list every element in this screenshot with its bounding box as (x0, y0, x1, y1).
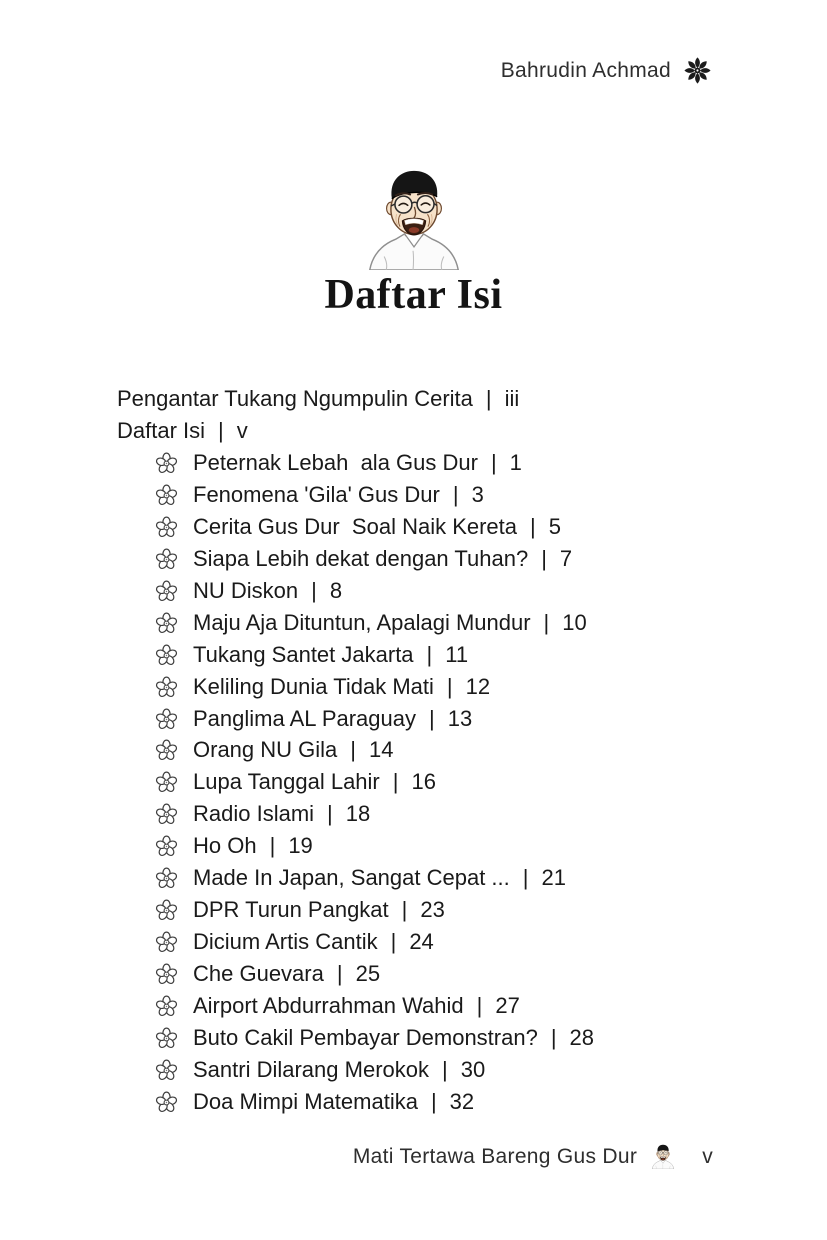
toc-separator: | (543, 609, 550, 635)
toc-entry-label: Cerita Gus Dur Soal Naik Kereta (193, 513, 518, 539)
running-header (501, 55, 713, 86)
toc-entry-page: 7 (559, 545, 573, 571)
toc-entry-label: DPR Turun Pangkat (193, 897, 389, 923)
table-of-contents (117, 383, 777, 1118)
toc-separator: | (441, 1057, 448, 1083)
toc-entry-page: 1 (509, 449, 522, 475)
toc-entry-page: 3 (471, 481, 484, 507)
toc-entry-page: 23 (420, 897, 445, 923)
toc-entry-label: Lupa Tanggal Lahir (193, 769, 380, 795)
toc-entry-page: 10 (562, 609, 587, 635)
flower-bullet-icon (155, 771, 178, 794)
toc-entry-page: 16 (411, 769, 436, 795)
toc-separator: | (485, 386, 492, 411)
toc-separator: | (530, 513, 536, 539)
toc-separator: | (350, 737, 356, 763)
toc-entry-label: Made In Japan, Sangat Cepat ... (193, 865, 510, 891)
toc-separator: | (430, 1088, 437, 1114)
flower-bullet-icon (155, 931, 178, 954)
eight-petal-rosette-icon (682, 55, 713, 86)
toc-entry-label: Doa Mimpi Matematika (193, 1088, 418, 1114)
toc-entry (117, 958, 777, 990)
toc-separator: | (401, 897, 408, 923)
toc-separator: | (426, 641, 433, 667)
toc-entry (117, 447, 777, 479)
toc-entry (117, 543, 777, 575)
flower-bullet-icon (155, 612, 178, 635)
toc-entry-label: Pengantar Tukang Ngumpulin Cerita (117, 386, 473, 411)
toc-entry (117, 1054, 777, 1086)
toc-entry-page: 18 (345, 801, 371, 827)
flower-bullet-icon (155, 867, 178, 890)
toc-entry (117, 607, 777, 639)
running-footer (353, 1144, 713, 1169)
toc-entry (117, 511, 777, 543)
author-name: Bahrudin Achmad (500, 58, 671, 82)
flower-bullet-icon (155, 899, 178, 922)
toc-entry-label: Maju Aja Dituntun, Apalagi Mundur (193, 609, 531, 635)
toc-entry-label: Airport Abdurrahman Wahid (193, 993, 464, 1019)
toc-entry-label: Panglima AL Paraguay (193, 705, 416, 731)
toc-entry-label: Dicium Artis Cantik (193, 929, 378, 955)
flower-bullet-icon (155, 644, 178, 667)
toc-separator: | (269, 833, 276, 859)
toc-separator: | (336, 961, 343, 987)
toc-entry-page: v (236, 417, 248, 443)
toc-entry-label: Ho Oh (193, 833, 257, 859)
toc-entry-page: 21 (541, 865, 566, 891)
toc-entry (117, 830, 777, 862)
flower-bullet-icon (155, 580, 178, 603)
toc-entry-label: Keliling Dunia Tidak Mati (193, 673, 434, 699)
toc-front-entry (117, 383, 777, 415)
toc-entry-label: Peternak Lebah ala Gus Dur (193, 449, 478, 475)
flower-bullet-icon (155, 708, 178, 731)
toc-entry (117, 894, 777, 926)
toc-entry-page: 32 (449, 1088, 475, 1114)
toc-entry-page: 11 (445, 641, 469, 667)
toc-entry (117, 862, 777, 894)
flower-bullet-icon (155, 484, 178, 507)
toc-entry-label: Fenomena 'Gila' Gus Dur (193, 481, 440, 507)
toc-entry-label: Daftar Isi (117, 417, 206, 443)
toc-separator: | (327, 801, 333, 827)
toc-entry (117, 1086, 777, 1118)
flower-bullet-icon (155, 995, 178, 1018)
toc-entry-page: 13 (447, 705, 473, 731)
toc-separator: | (522, 865, 529, 891)
footer-book-title: Mati Tertawa Bareng Gus Dur (352, 1144, 638, 1168)
toc-entry (117, 703, 777, 735)
toc-entry (117, 479, 777, 511)
toc-entry (117, 766, 777, 798)
footer-page-number: v (702, 1144, 713, 1168)
flower-bullet-icon (155, 963, 178, 986)
toc-entry-page: 30 (460, 1057, 486, 1083)
toc-entry-label: Buto Cakil Pembayar Demonstran? (193, 1025, 538, 1051)
toc-entry (117, 798, 777, 830)
toc-separator: | (550, 1025, 557, 1051)
toc-entry-page: 25 (355, 961, 381, 987)
toc-separator: | (446, 673, 453, 699)
toc-entry-page: 8 (329, 577, 343, 603)
flower-bullet-icon (155, 548, 178, 571)
toc-separator: | (218, 417, 224, 443)
flower-bullet-icon (155, 1091, 178, 1114)
toc-entry (117, 990, 777, 1022)
toc-entry-page: 28 (569, 1025, 595, 1051)
toc-front-entry (117, 415, 777, 447)
gus-dur-caricature-drawing (360, 168, 468, 270)
toc-separator: | (390, 929, 397, 955)
flower-bullet-icon (155, 1059, 178, 1082)
toc-entry (117, 1022, 777, 1054)
toc-entry-label: Santri Dilarang Merokok (193, 1057, 429, 1083)
toc-separator: | (476, 993, 483, 1019)
toc-entry-label: NU Diskon (193, 577, 299, 603)
gus-dur-mini-icon (650, 1144, 676, 1169)
toc-entry (117, 734, 777, 766)
flower-bullet-icon (155, 1027, 178, 1050)
toc-entry-label: Che Guevara (193, 961, 324, 987)
toc-separator: | (392, 769, 399, 795)
toc-entry-page: 27 (495, 993, 520, 1019)
toc-separator: | (452, 481, 459, 507)
toc-entry-page: 24 (409, 929, 434, 955)
flower-bullet-icon (155, 803, 178, 826)
flower-bullet-icon (155, 516, 178, 539)
flower-bullet-icon (155, 835, 178, 858)
toc-separator: | (541, 545, 547, 571)
flower-bullet-icon (155, 452, 178, 475)
page-title: Daftar Isi (324, 272, 503, 318)
toc-entry-label: Orang NU Gila (193, 737, 338, 763)
toc-separator: | (490, 449, 497, 475)
toc-entry-page: iii (504, 386, 520, 411)
toc-separator: | (311, 577, 317, 603)
toc-item-list (117, 447, 777, 1118)
toc-entry-page: 12 (465, 673, 491, 699)
toc-entry-label: Siapa Lebih dekat dengan Tuhan? (193, 545, 529, 571)
flower-bullet-icon (155, 676, 178, 699)
toc-entry-page: 5 (548, 513, 561, 539)
toc-entry (117, 926, 777, 958)
toc-entry-label: Radio Islami (193, 801, 315, 827)
toc-entry-label: Tukang Santet Jakarta (193, 641, 414, 667)
flower-bullet-icon (155, 739, 178, 762)
gus-dur-caricature-illustration (360, 168, 468, 270)
toc-entry-page: 19 (288, 833, 313, 859)
toc-entry (117, 575, 777, 607)
toc-entry (117, 671, 777, 703)
toc-entry-page: 14 (369, 737, 394, 763)
toc-entry (117, 639, 777, 671)
toc-front-list (117, 383, 777, 447)
toc-separator: | (429, 705, 435, 731)
